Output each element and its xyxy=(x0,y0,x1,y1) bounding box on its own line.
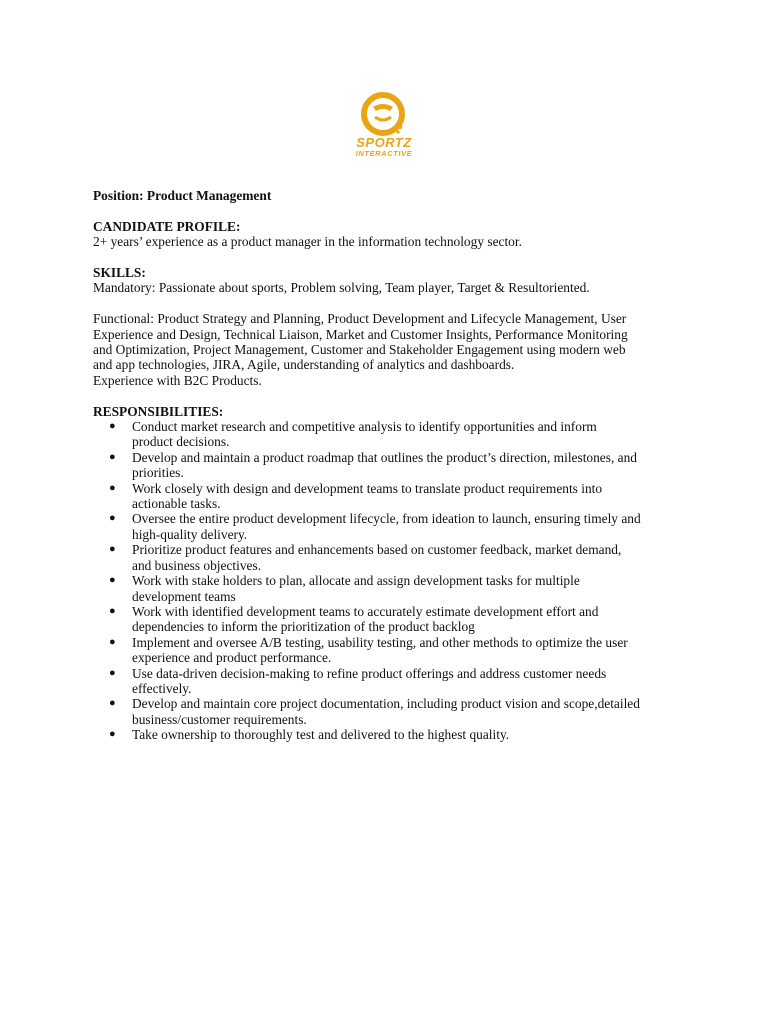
list-item-line: Work with identified development teams to accurately estimate development effort and xyxy=(132,603,599,619)
list-item xyxy=(93,604,693,635)
logo-wordmark-primary: SPORTZ xyxy=(356,135,412,150)
list-item xyxy=(93,573,693,604)
list-item-line: high-quality delivery. xyxy=(132,526,248,542)
bullet-icon: ● xyxy=(109,543,116,556)
list-item xyxy=(93,696,693,727)
bullet-icon: ● xyxy=(109,420,116,433)
responsibilities-heading: RESPONSIBILITIES: xyxy=(93,403,224,419)
spacer xyxy=(93,388,693,403)
bullet-icon: ● xyxy=(109,450,116,463)
skills-functional-line: and app technologies, JIRA, Agile, understanding of analytics and dashboards. xyxy=(93,357,515,373)
bullet-icon: ● xyxy=(109,604,116,617)
skills-mandatory: Mandatory: Passionate about sports, Problem solving, Team player, Target & Resultoriented. xyxy=(93,280,590,296)
bullet-icon: ● xyxy=(109,635,116,648)
list-item-line: Prioritize product features and enhancements based on customer feedback, market demand, xyxy=(132,542,622,558)
list-item-line: Conduct market research and competitive analysis to identify opportunities and inform xyxy=(132,419,597,435)
bullet-icon: ● xyxy=(109,697,116,710)
position-title: Position: Product Management xyxy=(93,188,272,203)
bullet-icon: ● xyxy=(109,574,116,587)
list-item xyxy=(93,666,693,697)
document-body xyxy=(93,188,693,743)
skills-functional-line: Functional: Product Strategy and Planning, Product Development and Lifecycle Management, User xyxy=(93,311,627,327)
logo-mark-icon xyxy=(359,92,407,138)
bullet-icon: ● xyxy=(109,666,116,679)
skills-functional-line: and Optimization, Project Management, Customer and Stakeholder Engagement using modern web xyxy=(93,342,626,358)
list-item-line: Oversee the entire product development lifecycle, from ideation to launch, ensuring timely and xyxy=(132,511,641,527)
sportz-interactive-logo xyxy=(347,92,421,162)
list-item-line: actionable tasks. xyxy=(132,496,221,512)
skills-b2c: Experience with B2C Products. xyxy=(93,372,262,388)
list-item-line: and business objectives. xyxy=(132,557,262,573)
candidate-profile-text: 2+ years’ experience as a product manager in the information technology sector. xyxy=(93,234,522,250)
logo-wordmark xyxy=(347,136,421,158)
list-item xyxy=(93,511,693,542)
list-item-line: Implement and oversee A/B testing, usability testing, and other methods to optimize the user xyxy=(132,634,628,650)
skills-heading: SKILLS: xyxy=(93,265,146,280)
list-item xyxy=(93,542,693,573)
list-item-line: business/customer requirements. xyxy=(132,711,307,727)
list-item-line: product decisions. xyxy=(132,434,230,450)
logo-wordmark-secondary: INTERACTIVE xyxy=(355,149,413,158)
list-item xyxy=(93,481,693,512)
list-item-line: effectively. xyxy=(132,680,192,696)
bullet-icon: ● xyxy=(109,512,116,525)
list-item-line: Develop and maintain a product roadmap that outlines the product’s direction, milestones, and xyxy=(132,449,637,465)
list-item-line: Develop and maintain core project documentation, including product vision and scope,detailed xyxy=(132,696,640,712)
responsibilities-list xyxy=(93,419,693,743)
spacer xyxy=(93,296,693,311)
list-item xyxy=(93,635,693,666)
list-item-line: development teams xyxy=(132,588,236,604)
list-item-line: Work with stake holders to plan, allocate and assign development tasks for multiple xyxy=(132,573,580,589)
list-item xyxy=(93,450,693,481)
skills-functional-line: Experience and Design, Technical Liaison, Market and Customer Insights, Performance Monitoring xyxy=(93,326,628,342)
list-item-line: Take ownership to thoroughly test and delivered to the highest quality. xyxy=(132,727,510,743)
list-item xyxy=(93,419,693,450)
list-item-line: priorities. xyxy=(132,465,184,481)
list-item xyxy=(93,727,693,742)
list-item-line: dependencies to inform the prioritization of the product backlog xyxy=(132,619,475,635)
bullet-icon: ● xyxy=(109,481,116,494)
bullet-icon: ● xyxy=(109,728,116,741)
spacer xyxy=(93,203,693,218)
candidate-profile-heading: CANDIDATE PROFILE: xyxy=(93,218,241,234)
list-item-line: Work closely with design and development teams to translate product requirements into xyxy=(132,480,603,496)
skills-functional xyxy=(93,311,693,373)
list-item-line: Use data-driven decision-making to refine product offerings and address customer needs xyxy=(132,665,607,681)
list-item-line: experience and product performance. xyxy=(132,650,332,666)
spacer xyxy=(93,250,693,265)
